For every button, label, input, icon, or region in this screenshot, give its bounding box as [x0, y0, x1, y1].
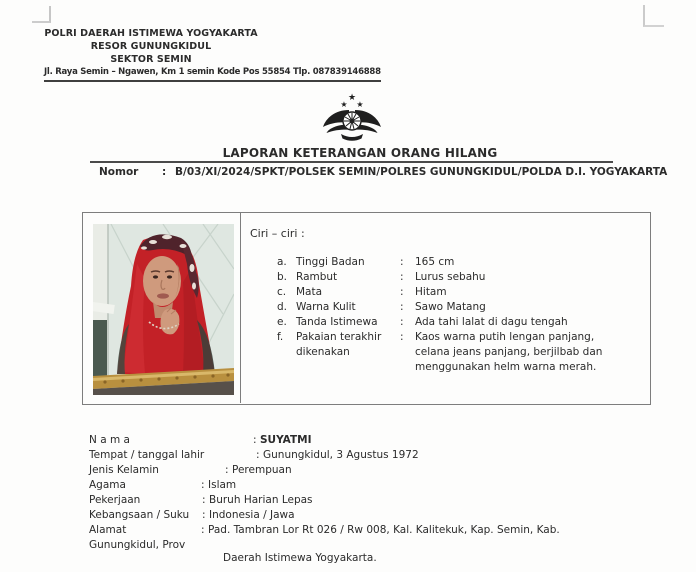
- ciri-letter: a.: [277, 256, 287, 268]
- ciri-ciri-heading: Ciri – ciri :: [250, 227, 305, 240]
- ciri-label-line2: dikenakan: [296, 346, 350, 358]
- ciri-separator: :: [400, 301, 404, 313]
- ciri-separator: :: [400, 331, 404, 343]
- bio-label-pekerjaan: Pekerjaan: [89, 494, 141, 506]
- ciri-value: Ada tahi lalat di dagu tengah: [415, 316, 568, 328]
- ciri-value: Sawo Matang: [415, 301, 486, 313]
- bio-value-pekerjaan: Buruh Harian Lepas: [209, 494, 313, 506]
- ciri-value-line2: celana jeans panjang, berjilbab dan: [415, 346, 603, 358]
- ciri-value-line3: menggunakan helm warna merah.: [415, 361, 597, 373]
- ciri-value: Hitam: [415, 286, 447, 298]
- bio-label-ttl: Tempat / tanggal lahir: [89, 449, 205, 461]
- ciri-letter: f.: [277, 331, 284, 343]
- bio-separator: :: [202, 509, 206, 521]
- bio-alamat-overflow: Gunungkidul, Prov: [89, 539, 186, 551]
- ciri-separator: :: [400, 271, 404, 283]
- ciri-separator: :: [400, 316, 404, 328]
- bio-label-alamat: Alamat: [89, 524, 127, 536]
- ciri-value-line1: Kaos warna putih lengan panjang,: [415, 331, 595, 343]
- nomor-value: B/03/XI/2024/SPKT/POLSEK SEMIN/POLRES GUNUNGKIDUL/POLDA D.I. YOGYAKARTA: [175, 166, 668, 178]
- bio-separator: :: [202, 494, 206, 506]
- nomor-separator: :: [162, 166, 167, 178]
- bio-separator: :: [256, 449, 260, 461]
- ciri-letter: d.: [277, 301, 288, 313]
- svg-text:★: ★: [347, 93, 357, 103]
- scan-corner-mark-top-right: [643, 5, 664, 27]
- letterhead-line-2: RESOR GUNUNGKIDUL: [90, 41, 212, 52]
- ciri-label: Tanda Istimewa: [296, 316, 378, 328]
- bio-value-jenis-kelamin: Perempuan: [232, 464, 292, 476]
- bio-separator: :: [201, 479, 205, 491]
- bio-value-nama: SUYATMI: [260, 434, 312, 446]
- ciri-letter: c.: [277, 286, 287, 298]
- ciri-label: Tinggi Badan: [296, 256, 365, 268]
- ciri-label: Rambut: [296, 271, 338, 283]
- letterhead-address: Jl. Raya Semin – Ngawen, Km 1 semin Kode Pos 55854 Tlp. 087839146888: [44, 66, 381, 82]
- ciri-letter: e.: [277, 316, 287, 328]
- bio-separator: :: [253, 434, 257, 446]
- bio-value-ttl: Gunungkidul, 3 Agustus 1972: [263, 449, 419, 461]
- bio-value-kebangsaan: Indonesia / Jawa: [209, 509, 295, 521]
- ciri-separator: :: [400, 286, 404, 298]
- bio-value-agama: Islam: [208, 479, 237, 491]
- title-rule: [90, 161, 613, 163]
- polri-emblem-icon: [321, 91, 383, 149]
- ciri-label: Mata: [296, 286, 323, 298]
- ciri-label-line1: Pakaian terakhir: [296, 331, 382, 343]
- bio-value-alamat: Pad. Tambran Lor Rt 026 / Rw 008, Kal. Kalitekuk, Kap. Semin, Kab.: [208, 524, 560, 536]
- ciri-letter: b.: [277, 271, 288, 283]
- report-title: LAPORAN KETERANGAN ORANG HILANG: [222, 146, 498, 160]
- bio-label-agama: Agama: [89, 479, 126, 491]
- ciri-label: Warna Kulit: [296, 301, 356, 313]
- ciri-separator: :: [400, 256, 404, 268]
- bio-alamat-continuation: Daerah Istimewa Yogyakarta.: [223, 552, 377, 564]
- missing-person-photo: [93, 224, 234, 395]
- ciri-value: Lurus sebahu: [415, 271, 486, 283]
- letterhead-line-3: SEKTOR SEMIN: [110, 54, 192, 65]
- ciri-value: 165 cm: [415, 256, 455, 268]
- bio-separator: :: [201, 524, 205, 536]
- svg-text:★: ★: [356, 100, 364, 109]
- scan-corner-mark-top-left: [32, 6, 51, 23]
- bio-label-kebangsaan: Kebangsaan / Suku: [89, 509, 190, 521]
- svg-text:★: ★: [340, 100, 348, 109]
- bio-label-nama: N a m a: [89, 434, 130, 446]
- letterhead-line-1: POLRI DAERAH ISTIMEWA YOGYAKARTA: [44, 28, 258, 39]
- nomor-label: Nomor: [99, 166, 139, 178]
- bio-separator: :: [225, 464, 229, 476]
- bio-label-jenis-kelamin: Jenis Kelamin: [89, 464, 159, 476]
